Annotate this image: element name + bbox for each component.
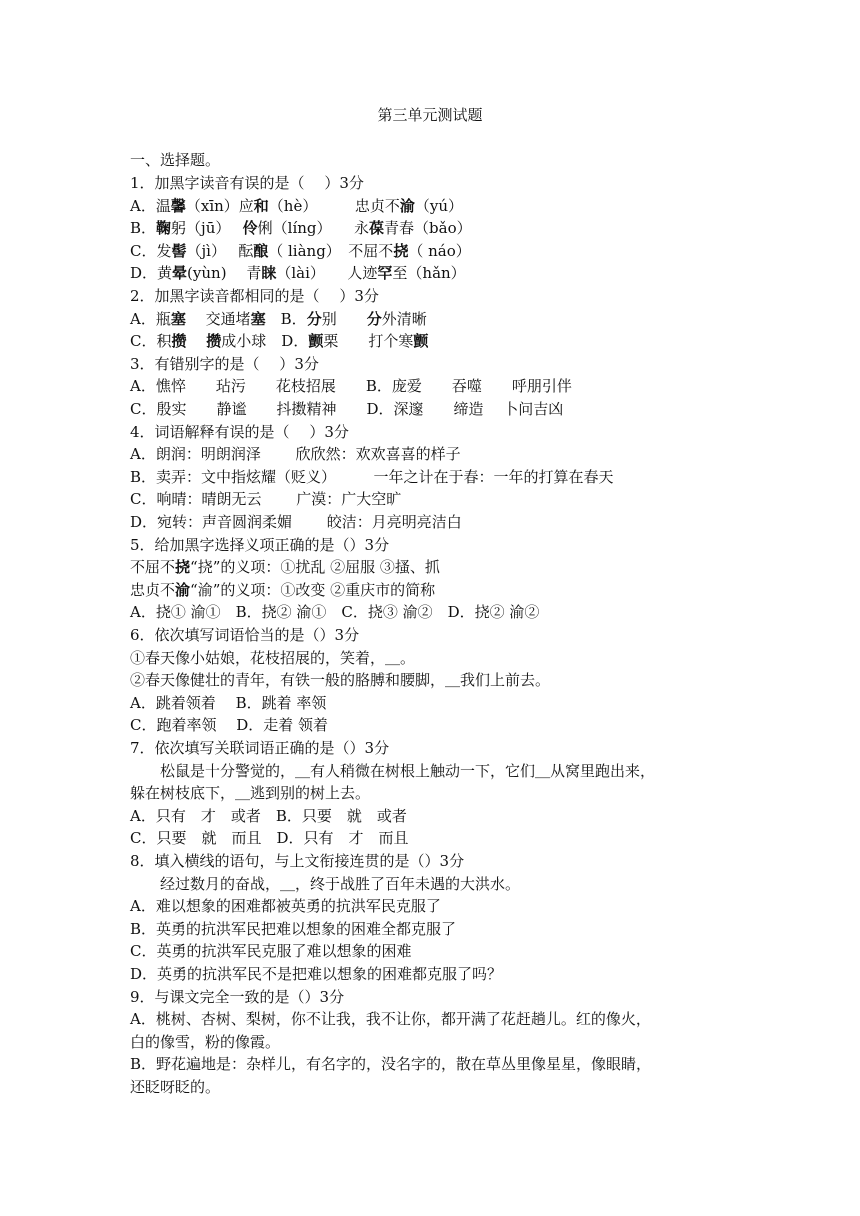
bold-char: 攒 (171, 332, 187, 350)
bold-char: 塞 (250, 310, 266, 328)
bold-char: 渝 (399, 197, 415, 215)
bold-char: 分 (366, 310, 382, 328)
text-line: C．发髻（jì） 酝酿（ liàng） 不屈不挠（ náo） (130, 242, 471, 260)
text-line: 不屈不挠“挠”的义项：①扰乱 ②屈服 ③搔、抓 (130, 558, 440, 576)
bold-char: 鞠 (156, 219, 172, 237)
bold-char: 渝 (175, 581, 191, 599)
text-line: B．卖弄：文中指炫耀（贬义） 一年之计在于春：一年的打算在春天 (130, 468, 614, 486)
text-line: A．桃树、杏树、梨树，你不让我，我不让你，都开满了花赶趟儿。红的像火， (130, 1010, 651, 1028)
text-line: 9．与课文完全一致的是（）3分 (130, 988, 345, 1006)
text-line: C．只要 就 而且 D．只有 才 而且 (130, 829, 409, 847)
bold-char: 罕 (377, 264, 393, 282)
text-line: 1．加黑字读音有误的是（ ）3分 (130, 174, 364, 192)
text-line: C．响晴：晴朗无云 广漠：广大空旷 (130, 490, 402, 508)
text-line: A．朗润：明朗润泽 欣欣然：欢欢喜喜的样子 (130, 445, 461, 463)
text-line: 白的像雪，粉的像霞。 (130, 1033, 281, 1051)
text-line: 躲在树枝底下，＿逃到别的树上去。 (130, 784, 371, 802)
bold-char: 和 (253, 197, 269, 215)
text-line: D．宛转：声音圆润柔媚 皎洁：月亮明亮洁白 (130, 513, 462, 531)
text-line: 8．填入横线的语句，与上文衔接连贯的是（）3分 (130, 852, 465, 870)
text-line: 7．依次填写关联词语正确的是（）3分 (130, 739, 390, 757)
bold-char: 髻 (171, 242, 187, 260)
text-line: A．憔悴 玷污 花枝招展 B．庞爱 吞噬 呼朋引伴 (130, 377, 572, 395)
text-line: B．英勇的抗洪军民把难以想象的困难全都克服了 (130, 920, 457, 938)
text-line: D．黄晕(yùn) 青睐（lài） 人迹罕至（hǎn） (130, 264, 466, 282)
text-line: 3．有错别字的是（ ）3分 (130, 355, 319, 373)
section-heading: 一、选择题。 (130, 151, 221, 169)
bold-char: 伶 (242, 219, 258, 237)
text-line: A．挠① 渝① B．挠② 渝① C．挠③ 渝② D．挠② 渝② (130, 603, 540, 621)
text-line: C．英勇的抗洪军民克服了难以想象的困难 (130, 942, 412, 960)
text-line: A．难以想象的困难都被英勇的抗洪军民克服了 (130, 897, 441, 915)
text-line: 还眨呀眨的。 (130, 1078, 221, 1096)
text-line: B．鞠躬（jū） 伶俐（líng） 永葆青春（bǎo） (130, 219, 472, 237)
text-line: A．只有 才 或者 B．只要 就 或者 (130, 807, 407, 825)
bold-char: 攒 (206, 332, 222, 350)
text-line: A．跳着领着 B．跳着 率领 (130, 694, 327, 712)
text-line: D．英勇的抗洪军民不是把难以想象的困难都克服了吗？ (130, 965, 503, 983)
text-line: 4．词语解释有误的是（ ）3分 (130, 423, 349, 441)
text-line: 松鼠是十分警觉的，＿有人稍微在树根上触动一下，它们＿从窝里跑出来， (130, 762, 656, 780)
text-line: 忠贞不渝“渝”的义项：①改变 ②重庆市的简称 (130, 581, 436, 599)
text-line: 2．加黑字读音都相同的是（ ）3分 (130, 287, 379, 305)
text-line: A．瓶塞 交通堵塞 B．分别 分外清晰 (130, 310, 427, 328)
bold-char: 挠 (175, 558, 191, 576)
bold-char: 晕 (172, 264, 188, 282)
bold-char: 分 (306, 310, 322, 328)
text-line: 6．依次填写词语恰当的是（）3分 (130, 626, 360, 644)
bold-char: 葆 (369, 219, 385, 237)
text-line: ①春天像小姑娘，花枝招展的，笑着，＿。 (130, 649, 416, 667)
text-line: 经过数月的奋战，＿，终于战胜了百年未遇的大洪水。 (130, 875, 521, 893)
bold-char: 颤 (413, 332, 429, 350)
text-line: 5．给加黑字选择义项正确的是（）3分 (130, 536, 390, 554)
text-line: C．殷实 静谧 抖擞精神 D．深邃 缔造 卜问吉凶 (130, 400, 564, 418)
text-line: C．积攒 攒成小球 D．颤栗 打个寒颤 (130, 332, 429, 350)
bold-char: 塞 (170, 310, 186, 328)
text-line: A．温馨（xīn）应和（hè） 忠贞不渝（yú） (130, 197, 463, 215)
bold-char: 馨 (170, 197, 186, 215)
text-line: ②春天像健壮的青年，有铁一般的胳膊和腰脚，＿我们上前去。 (130, 671, 551, 689)
bold-char: 颤 (308, 332, 324, 350)
text-line: B．野花遍地是：杂样儿，有名字的，没名字的，散在草丛里像星星，像眼睛， (130, 1055, 652, 1073)
bold-char: 睐 (261, 264, 277, 282)
page-title: 第三单元测试题 (377, 106, 483, 124)
bold-char: 挠 (393, 242, 409, 260)
bold-char: 酿 (253, 242, 269, 260)
text-line: C．跑着率领 D．走着 领着 (130, 716, 329, 734)
